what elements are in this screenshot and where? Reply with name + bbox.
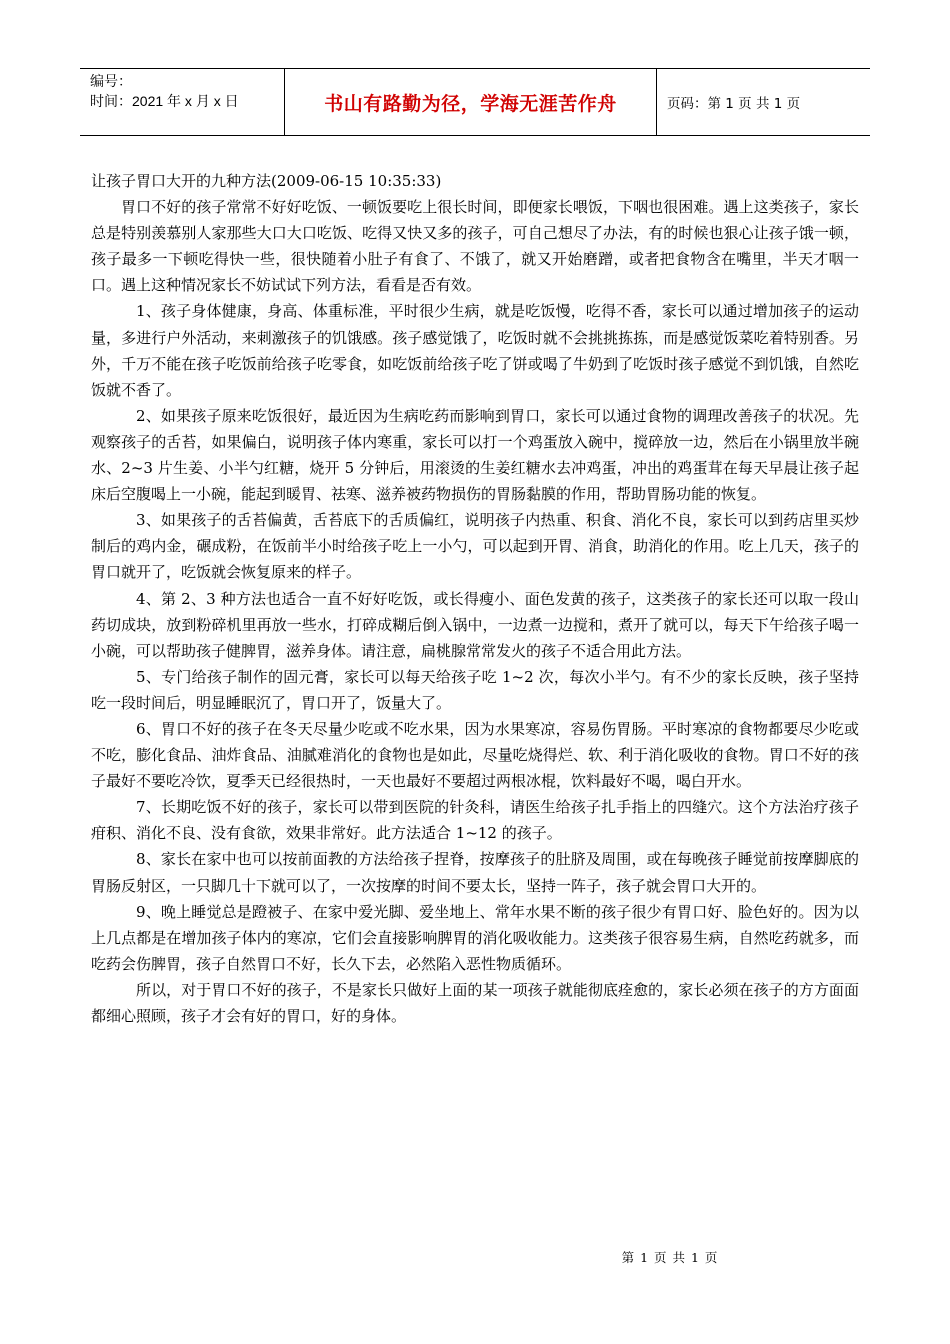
document-header [80,68,870,136]
header-motto: 书山有路勤为径，学海无涯苦作舟 [284,69,657,135]
method-item-2: 2、如果孩子原来吃饭很好，最近因为生病吃药而影响到胃口，家长可以通过食物的调理改善孩子的状况。先观察孩子的舌苔，如果偏白，说明孩子体内寒重，家长可以打一个鸡蛋放入碗中，搅碎放一边，然后在小锅里放半碗水、2~3 片生姜、小半勺红糖，烧开 5 分钟后，用滚烫的生姜红糖水去冲鸡蛋，冲出的鸡蛋茸在每天早晨让孩子起床后空腹喝上一小碗，能起到暖胃、祛寒、滋养被药物损伤的胃肠黏膜的作用，帮助胃肠功能的恢复。 [91,406,859,504]
header-page-info: 页码：第 1 页 共 1 页 [667,96,801,112]
article-body [91,168,859,1029]
method-item-8: 8、家长在家中也可以按前面教的方法给孩子捏脊，按摩孩子的肚脐及周围，或在每晚孩子睡觉前按摩脚底的胃肠反射区，一只脚几十下就可以了，一次按摩的时间不要太长，坚持一阵子，孩子就会胃口大开的。 [91,850,859,895]
method-item-7: 7、长期吃饭不好的孩子，家长可以带到医院的针灸科，请医生给孩子扎手指上的四缝穴。这个方法治疗孩子疳积、消化不良、没有食欲，效果非常好。此方法适合 1~12 的孩子。 [91,798,859,843]
article-title: 让孩子胃口大开的九种方法(2009-06-15 10:35:33) [91,172,442,190]
page-footer: 第 1 页 共 1 页 [621,1250,719,1265]
method-item-9: 9、晚上睡觉总是蹬被子、在家中爱光脚、爱坐地上、常年水果不断的孩子很少有胃口好、脸色好的。因为以上几点都是在增加孩子体内的寒凉，它们会直接影响脾胃的消化吸收能力。这类孩子很容易生病，自然吃药就多，而吃药会伤脾胃，孩子自然胃口不好，长久下去，必然陷入恶性物质循环。 [91,902,859,973]
article-conclusion: 所以，对于胃口不好的孩子，不是家长只做好上面的某一项孩子就能彻底痊愈的，家长必须在孩子的方方面面都细心照顾，孩子才会有好的胃口，好的身体。 [91,980,859,1025]
document-date-label: 时间：2021 年 x 月 x 日 [90,93,239,109]
method-item-3: 3、如果孩子的舌苔偏黄，舌苔底下的舌质偏红，说明孩子内热重、积食、消化不良，家长可以到药店里买炒制后的鸡内金，碾成粉，在饭前半小时给孩子吃上一小勺，可以起到开胃、消食，助消化的作用。吃上几天，孩子的胃口就开了，吃饭就会恢复原来的样子。 [91,511,859,582]
document-number-label: 编号： [90,73,132,89]
method-item-5: 5、专门给孩子制作的固元膏，家长可以每天给孩子吃 1~2 次，每次小半勺。有不少的家长反映，孩子坚持吃一段时间后，明显睡眠沉了，胃口开了，饭量大了。 [91,667,859,712]
method-item-1: 1、孩子身体健康，身高、体重标准，平时很少生病，就是吃饭慢，吃得不香，家长可以通过增加孩子的运动量，多进行户外活动，来刺激孩子的饥饿感。孩子感觉饿了，吃饭时就不会挑挑拣拣，而是感觉饭菜吃着特别香。另外，千万不能在孩子吃饭前给孩子吃零食，如吃饭前给孩子吃了饼或喝了牛奶到了吃饭时孩子感觉不到饥饿，自然吃饭就不香了。 [91,302,859,399]
method-item-6: 6、胃口不好的孩子在冬天尽量少吃或不吃水果，因为水果寒凉，容易伤胃肠。平时寒凉的食物都要尽少吃或不吃，膨化食品、油炸食品、油腻难消化的食物也是如此，尽量吃烧得烂、软、利于消化吸收的食物。胃口不好的孩子最好不要吃冷饮，夏季天已经很热时，一天也最好不要超过两根冰棍，饮料最好不喝，喝白开水。 [91,719,859,791]
method-item-4: 4、第 2、3 种方法也适合一直不好好吃饭，或长得瘦小、面色发黄的孩子，这类孩子的家长还可以取一段山药切成块，放到粉碎机里再放一些水，打碎成糊后倒入锅中，一边煮一边搅和，煮开了就可以，每天下午给孩子喝一小碗，可以帮助孩子健脾胃，滋养身体。请注意，扁桃腺常常发火的孩子不适合用此方法。 [91,589,859,660]
header-meta [80,69,284,135]
article-intro: 胃口不好的孩子常常不好好吃饭、一顿饭要吃上很长时间，即便家长喂饭，下咽也很困难。遇上这类孩子，家长总是特别羡慕别人家那些大口大口吃饭、吃得又快又多的孩子，可自己想尽了办法，有的时候也狠心让孩子饿一顿，孩子最多一下顿吃得快一些，很快随着小肚子有食了、不饿了，就又开始磨蹭，或者把食物含在嘴里，半天才咽一口。遇上这种情况家长不妨试试下列方法，看看是否有效。 [91,198,859,295]
